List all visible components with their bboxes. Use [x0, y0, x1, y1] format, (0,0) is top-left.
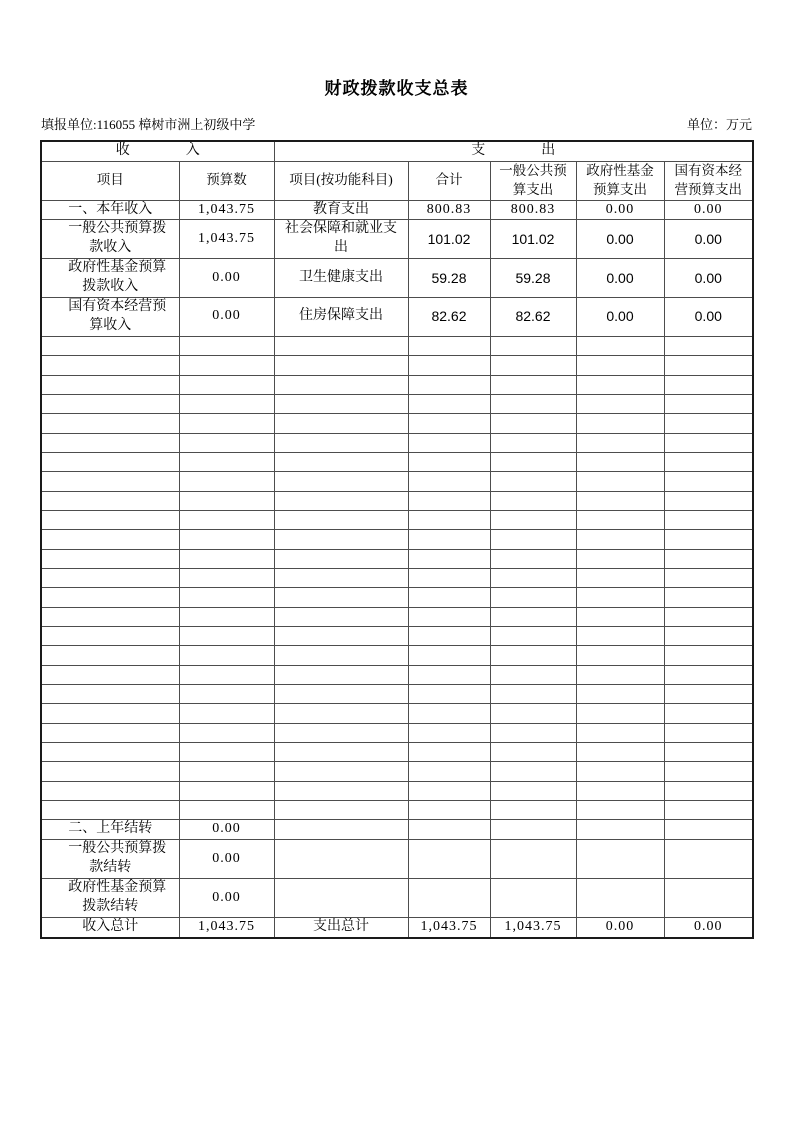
empty-cell [576, 607, 664, 626]
empty-table-row [41, 685, 753, 704]
empty-cell [576, 685, 664, 704]
income-budget-cell: 0.00 [179, 820, 274, 840]
empty-cell [179, 743, 274, 762]
empty-table-row [41, 336, 753, 355]
empty-cell [664, 568, 753, 587]
empty-cell [408, 607, 490, 626]
expense-function-item-cell [274, 879, 408, 918]
table-row [41, 917, 753, 937]
empty-cell [490, 762, 576, 781]
empty-table-row [41, 530, 753, 549]
budget-summary-table [40, 140, 754, 939]
empty-cell [408, 665, 490, 684]
empty-cell [408, 801, 490, 820]
table-row [41, 298, 753, 337]
empty-cell [179, 510, 274, 529]
empty-cell [179, 530, 274, 549]
reporting-unit-label: 填报单位:116055 樟树市洲上初级中学 [41, 117, 256, 132]
empty-cell [274, 801, 408, 820]
income-item-cell: 政府性基金预算拨款收入 [41, 259, 179, 298]
empty-cell [576, 549, 664, 568]
empty-cell [274, 530, 408, 549]
empty-cell [179, 452, 274, 471]
expense-gov-fund-budget-cell: 0.00 [576, 200, 664, 220]
empty-cell [179, 375, 274, 394]
empty-table-row [41, 626, 753, 645]
empty-cell [490, 452, 576, 471]
empty-cell [490, 394, 576, 413]
empty-cell [664, 743, 753, 762]
empty-cell [408, 472, 490, 491]
empty-table-row [41, 801, 753, 820]
empty-cell [664, 685, 753, 704]
empty-cell [664, 394, 753, 413]
empty-cell [490, 510, 576, 529]
empty-cell [576, 356, 664, 375]
expense-total-cell: 1,043.75 [408, 917, 490, 937]
empty-cell [408, 414, 490, 433]
expense-state-capital-budget-cell: 0.00 [664, 259, 753, 298]
empty-cell [490, 336, 576, 355]
empty-cell [274, 336, 408, 355]
empty-cell [664, 646, 753, 665]
empty-cell [274, 626, 408, 645]
empty-cell [576, 568, 664, 587]
empty-cell [179, 646, 274, 665]
expense-function-item-cell: 支出总计 [274, 917, 408, 937]
empty-cell [41, 588, 179, 607]
empty-cell [490, 530, 576, 549]
empty-cell [41, 472, 179, 491]
empty-cell [664, 356, 753, 375]
empty-cell [408, 588, 490, 607]
empty-cell [490, 626, 576, 645]
empty-cell [490, 433, 576, 452]
empty-cell [664, 626, 753, 645]
empty-cell [41, 646, 179, 665]
empty-cell [179, 781, 274, 800]
expense-state-capital-budget-cell: 0.00 [664, 200, 753, 220]
empty-table-row [41, 414, 753, 433]
empty-cell [274, 646, 408, 665]
empty-cell [408, 530, 490, 549]
expense-gov-fund-budget-cell: 0.00 [576, 917, 664, 937]
expense-state-capital-budget-cell: 0.00 [664, 220, 753, 259]
empty-cell [576, 646, 664, 665]
empty-cell [274, 665, 408, 684]
empty-cell [274, 743, 408, 762]
empty-cell [41, 704, 179, 723]
expense-general-public-budget-cell [490, 840, 576, 879]
empty-cell [179, 414, 274, 433]
empty-cell [490, 607, 576, 626]
empty-cell [41, 510, 179, 529]
empty-table-row [41, 665, 753, 684]
empty-cell [41, 568, 179, 587]
table-row [41, 259, 753, 298]
income-budget-cell: 0.00 [179, 840, 274, 879]
table-row [41, 840, 753, 879]
empty-table-row [41, 356, 753, 375]
empty-cell [576, 394, 664, 413]
empty-cell [490, 743, 576, 762]
empty-cell [274, 588, 408, 607]
expense-general-public-budget-cell: 1,043.75 [490, 917, 576, 937]
empty-cell [41, 665, 179, 684]
empty-cell [408, 433, 490, 452]
table-row [41, 220, 753, 259]
empty-cell [408, 568, 490, 587]
empty-cell [179, 568, 274, 587]
empty-table-row [41, 781, 753, 800]
empty-cell [41, 452, 179, 471]
empty-cell [576, 510, 664, 529]
expense-total-cell: 800.83 [408, 200, 490, 220]
empty-cell [576, 762, 664, 781]
empty-table-row [41, 510, 753, 529]
unit-note-label: 单位：万元 [686, 117, 752, 132]
meta-line [41, 117, 752, 133]
empty-cell [408, 626, 490, 645]
expense-group-header: 支 出 [274, 141, 753, 162]
expense-gov-fund-budget-cell: 0.00 [576, 220, 664, 259]
income-item-cell: 一、本年收入 [41, 200, 179, 220]
group-header-row [41, 141, 753, 162]
empty-cell [41, 491, 179, 510]
empty-cell [274, 394, 408, 413]
empty-cell [274, 414, 408, 433]
empty-cell [490, 568, 576, 587]
empty-cell [274, 549, 408, 568]
empty-cell [179, 336, 274, 355]
page-title: 财政拨款收支总表 [324, 79, 469, 98]
empty-cell [179, 433, 274, 452]
empty-cell [664, 336, 753, 355]
expense-general-public-budget-column-header: 一般公共预算支出 [490, 161, 576, 200]
income-item-column-header: 项目 [41, 161, 179, 200]
table-row [41, 879, 753, 918]
empty-cell [408, 375, 490, 394]
empty-cell [576, 801, 664, 820]
empty-cell [41, 336, 179, 355]
empty-cell [179, 607, 274, 626]
empty-cell [408, 762, 490, 781]
empty-cell [576, 665, 664, 684]
empty-cell [41, 723, 179, 742]
empty-cell [664, 491, 753, 510]
empty-cell [664, 665, 753, 684]
income-item-cell: 国有资本经营预算收入 [41, 298, 179, 337]
empty-cell [490, 665, 576, 684]
empty-cell [664, 510, 753, 529]
expense-gov-fund-budget-cell: 0.00 [576, 259, 664, 298]
empty-table-row [41, 704, 753, 723]
empty-cell [179, 588, 274, 607]
empty-cell [490, 375, 576, 394]
empty-table-row [41, 549, 753, 568]
empty-cell [408, 510, 490, 529]
empty-cell [490, 646, 576, 665]
empty-cell [408, 723, 490, 742]
empty-cell [274, 510, 408, 529]
empty-cell [664, 762, 753, 781]
empty-cell [274, 704, 408, 723]
expense-state-capital-budget-cell: 0.00 [664, 298, 753, 337]
expense-total-cell [408, 820, 490, 840]
empty-cell [664, 375, 753, 394]
empty-table-row [41, 723, 753, 742]
expense-total-cell [408, 840, 490, 879]
expense-total-cell: 82.62 [408, 298, 490, 337]
empty-table-row [41, 433, 753, 452]
empty-cell [274, 723, 408, 742]
empty-table-row [41, 588, 753, 607]
income-budget-cell: 0.00 [179, 298, 274, 337]
empty-cell [576, 433, 664, 452]
income-budget-cell: 1,043.75 [179, 220, 274, 259]
expense-total-cell [408, 879, 490, 918]
expense-function-item-cell [274, 820, 408, 840]
expense-gov-fund-budget-cell: 0.00 [576, 298, 664, 337]
empty-cell [664, 452, 753, 471]
empty-cell [179, 704, 274, 723]
empty-cell [576, 743, 664, 762]
empty-cell [274, 762, 408, 781]
empty-table-row [41, 491, 753, 510]
empty-cell [408, 491, 490, 510]
income-budget-cell: 0.00 [179, 879, 274, 918]
expense-total-cell: 101.02 [408, 220, 490, 259]
empty-cell [664, 801, 753, 820]
expense-general-public-budget-cell [490, 820, 576, 840]
empty-table-row [41, 452, 753, 471]
empty-cell [576, 723, 664, 742]
empty-cell [41, 607, 179, 626]
column-header-row [41, 161, 753, 200]
empty-cell [490, 414, 576, 433]
expense-state-capital-budget-cell [664, 840, 753, 879]
empty-cell [41, 356, 179, 375]
expense-gov-fund-budget-cell [576, 840, 664, 879]
expense-function-item-cell: 卫生健康支出 [274, 259, 408, 298]
income-item-cell: 一般公共预算拨款收入 [41, 220, 179, 259]
empty-cell [41, 781, 179, 800]
empty-cell [408, 549, 490, 568]
empty-table-row [41, 472, 753, 491]
expense-state-capital-budget-column-header: 国有资本经营预算支出 [664, 161, 753, 200]
empty-cell [490, 472, 576, 491]
empty-cell [576, 626, 664, 645]
empty-cell [408, 781, 490, 800]
income-budget-cell: 1,043.75 [179, 200, 274, 220]
empty-cell [41, 685, 179, 704]
empty-cell [41, 394, 179, 413]
income-item-cell: 政府性基金预算拨款结转 [41, 879, 179, 918]
expense-state-capital-budget-cell: 0.00 [664, 917, 753, 937]
empty-cell [664, 414, 753, 433]
empty-cell [274, 356, 408, 375]
empty-cell [274, 685, 408, 704]
table-body [41, 200, 753, 938]
empty-cell [576, 472, 664, 491]
empty-cell [179, 665, 274, 684]
empty-cell [664, 704, 753, 723]
empty-cell [408, 743, 490, 762]
expense-general-public-budget-cell: 101.02 [490, 220, 576, 259]
empty-cell [664, 530, 753, 549]
empty-cell [576, 530, 664, 549]
table-row [41, 820, 753, 840]
empty-cell [41, 743, 179, 762]
empty-cell [41, 530, 179, 549]
empty-cell [664, 433, 753, 452]
expense-total-cell: 59.28 [408, 259, 490, 298]
empty-cell [576, 375, 664, 394]
expense-state-capital-budget-cell [664, 879, 753, 918]
empty-cell [408, 336, 490, 355]
empty-cell [179, 549, 274, 568]
expense-general-public-budget-cell: 800.83 [490, 200, 576, 220]
empty-cell [274, 781, 408, 800]
empty-cell [41, 433, 179, 452]
empty-cell [179, 801, 274, 820]
empty-cell [576, 704, 664, 723]
empty-cell [490, 801, 576, 820]
expense-function-item-cell: 住房保障支出 [274, 298, 408, 337]
empty-cell [179, 762, 274, 781]
empty-cell [41, 549, 179, 568]
table-row [41, 200, 753, 220]
empty-cell [408, 452, 490, 471]
empty-cell [664, 607, 753, 626]
empty-cell [408, 646, 490, 665]
table-header [41, 141, 753, 201]
empty-cell [274, 452, 408, 471]
empty-cell [179, 394, 274, 413]
expense-state-capital-budget-cell [664, 820, 753, 840]
empty-table-row [41, 646, 753, 665]
income-item-cell: 一般公共预算拨款结转 [41, 840, 179, 879]
empty-cell [664, 549, 753, 568]
empty-cell [41, 375, 179, 394]
empty-cell [490, 704, 576, 723]
empty-cell [274, 491, 408, 510]
empty-cell [274, 375, 408, 394]
empty-cell [408, 685, 490, 704]
empty-table-row [41, 375, 753, 394]
empty-cell [41, 626, 179, 645]
empty-cell [490, 723, 576, 742]
empty-cell [274, 607, 408, 626]
empty-cell [664, 472, 753, 491]
empty-cell [576, 781, 664, 800]
expense-function-item-cell: 教育支出 [274, 200, 408, 220]
expense-function-item-cell [274, 840, 408, 879]
income-item-cell: 收入总计 [41, 917, 179, 937]
empty-cell [490, 549, 576, 568]
empty-cell [179, 723, 274, 742]
income-budget-cell: 0.00 [179, 259, 274, 298]
empty-cell [576, 588, 664, 607]
income-budget-cell: 1,043.75 [179, 917, 274, 937]
empty-table-row [41, 394, 753, 413]
expense-gov-fund-budget-cell [576, 879, 664, 918]
empty-cell [664, 588, 753, 607]
expense-general-public-budget-cell: 59.28 [490, 259, 576, 298]
empty-table-row [41, 568, 753, 587]
expense-gov-fund-budget-column-header: 政府性基金预算支出 [576, 161, 664, 200]
empty-cell [274, 568, 408, 587]
empty-cell [41, 414, 179, 433]
empty-cell [664, 723, 753, 742]
income-group-header: 收 入 [41, 141, 274, 162]
income-item-cell: 二、上年结转 [41, 820, 179, 840]
empty-cell [408, 356, 490, 375]
empty-cell [179, 685, 274, 704]
expense-general-public-budget-cell [490, 879, 576, 918]
empty-cell [41, 762, 179, 781]
expense-function-item-column-header: 项目(按功能科目) [274, 161, 408, 200]
empty-cell [408, 394, 490, 413]
empty-table-row [41, 607, 753, 626]
income-budget-column-header: 预算数 [179, 161, 274, 200]
empty-cell [274, 433, 408, 452]
expense-general-public-budget-cell: 82.62 [490, 298, 576, 337]
empty-cell [576, 491, 664, 510]
empty-cell [490, 588, 576, 607]
expense-total-column-header: 合计 [408, 161, 490, 200]
expense-function-item-cell: 社会保障和就业支出 [274, 220, 408, 259]
empty-cell [41, 801, 179, 820]
empty-cell [576, 336, 664, 355]
empty-cell [664, 781, 753, 800]
empty-cell [179, 472, 274, 491]
expense-gov-fund-budget-cell [576, 820, 664, 840]
empty-cell [274, 472, 408, 491]
empty-table-row [41, 743, 753, 762]
empty-cell [490, 356, 576, 375]
empty-table-row [41, 762, 753, 781]
empty-cell [179, 491, 274, 510]
empty-cell [408, 704, 490, 723]
empty-cell [490, 685, 576, 704]
empty-cell [576, 452, 664, 471]
empty-cell [179, 356, 274, 375]
empty-cell [490, 491, 576, 510]
empty-cell [179, 626, 274, 645]
empty-cell [490, 781, 576, 800]
empty-cell [576, 414, 664, 433]
